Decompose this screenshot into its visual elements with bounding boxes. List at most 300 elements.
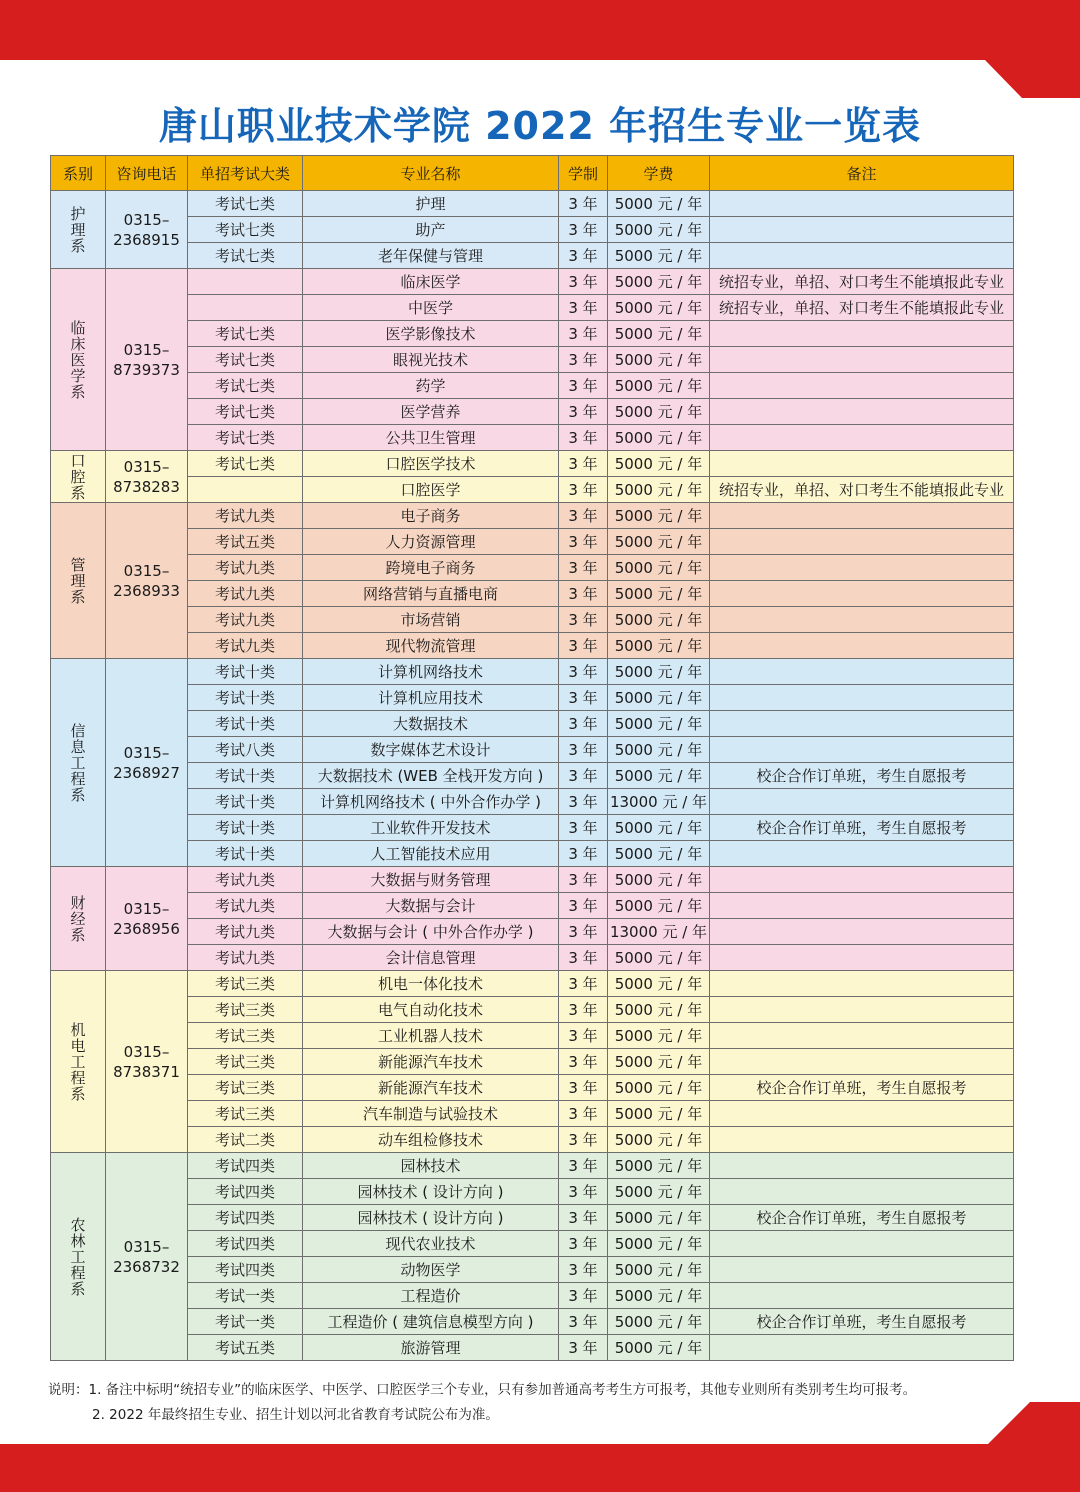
duration-cell: 3 年 <box>559 581 608 607</box>
department-phone: 0315– 8739373 <box>106 269 188 451</box>
duration-cell: 3 年 <box>559 555 608 581</box>
remarks-cell <box>710 399 1014 425</box>
table-row <box>51 1179 1014 1205</box>
remarks-cell <box>710 217 1014 243</box>
major-name-cell: 市场营销 <box>303 607 559 633</box>
tuition-cell: 5000 元 / 年 <box>608 1335 710 1361</box>
tuition-cell: 5000 元 / 年 <box>608 867 710 893</box>
duration-cell: 3 年 <box>559 867 608 893</box>
exam-category-cell: 考试三类 <box>188 971 303 997</box>
remarks-cell: 校企合作订单班，考生自愿报考 <box>710 763 1014 789</box>
remarks-cell: 校企合作订单班，考生自愿报考 <box>710 1205 1014 1231</box>
exam-category-cell: 考试九类 <box>188 555 303 581</box>
duration-cell: 3 年 <box>559 425 608 451</box>
remarks-cell <box>710 425 1014 451</box>
department-phone: 0315– 8738283 <box>106 451 188 503</box>
department-phone: 0315– 8738371 <box>106 971 188 1153</box>
major-name-cell: 口腔医学技术 <box>303 451 559 477</box>
exam-category-cell: 考试十类 <box>188 659 303 685</box>
tuition-cell: 5000 元 / 年 <box>608 217 710 243</box>
tuition-cell: 5000 元 / 年 <box>608 1075 710 1101</box>
tuition-cell: 5000 元 / 年 <box>608 1205 710 1231</box>
exam-category-cell: 考试十类 <box>188 711 303 737</box>
header-phone: 咨询电话 <box>106 156 188 191</box>
exam-category-cell: 考试九类 <box>188 919 303 945</box>
table-row <box>51 581 1014 607</box>
exam-category-cell: 考试一类 <box>188 1283 303 1309</box>
major-name-cell: 大数据技术 (WEB 全栈开发方向 ) <box>303 763 559 789</box>
remarks-cell <box>710 841 1014 867</box>
table-row <box>51 1049 1014 1075</box>
tuition-cell: 5000 元 / 年 <box>608 1101 710 1127</box>
major-name-cell: 数字媒体艺术设计 <box>303 737 559 763</box>
exam-category-cell: 考试十类 <box>188 685 303 711</box>
duration-cell: 3 年 <box>559 243 608 269</box>
table-row <box>51 841 1014 867</box>
tuition-cell: 5000 元 / 年 <box>608 997 710 1023</box>
major-name-cell: 现代物流管理 <box>303 633 559 659</box>
remarks-cell <box>710 659 1014 685</box>
major-name-cell: 汽车制造与试验技术 <box>303 1101 559 1127</box>
remarks-cell <box>710 685 1014 711</box>
table-row <box>51 997 1014 1023</box>
duration-cell: 3 年 <box>559 347 608 373</box>
remarks-cell <box>710 971 1014 997</box>
table-row <box>51 893 1014 919</box>
major-name-cell: 工程造价 ( 建筑信息模型方向 ) <box>303 1309 559 1335</box>
exam-category-cell: 考试十类 <box>188 815 303 841</box>
table-row <box>51 1205 1014 1231</box>
header-remarks: 备注 <box>710 156 1014 191</box>
duration-cell: 3 年 <box>559 789 608 815</box>
remarks-cell <box>710 1101 1014 1127</box>
major-name-cell: 机电一体化技术 <box>303 971 559 997</box>
duration-cell: 3 年 <box>559 1153 608 1179</box>
tuition-cell: 5000 元 / 年 <box>608 945 710 971</box>
exam-category-cell: 考试三类 <box>188 997 303 1023</box>
remarks-cell <box>710 919 1014 945</box>
exam-category-cell: 考试四类 <box>188 1257 303 1283</box>
department-name: 临床医学系 <box>51 269 106 451</box>
remarks-cell <box>710 867 1014 893</box>
remarks-cell <box>710 789 1014 815</box>
major-name-cell: 跨境电子商务 <box>303 555 559 581</box>
table-row <box>51 451 1014 477</box>
remarks-cell: 统招专业，单招、对口考生不能填报此专业 <box>710 477 1014 503</box>
tuition-cell: 5000 元 / 年 <box>608 347 710 373</box>
duration-cell: 3 年 <box>559 451 608 477</box>
exam-category-cell: 考试九类 <box>188 893 303 919</box>
remarks-cell <box>710 1335 1014 1361</box>
table-row <box>51 1023 1014 1049</box>
remarks-cell <box>710 607 1014 633</box>
remarks-cell <box>710 1283 1014 1309</box>
major-name-cell: 大数据技术 <box>303 711 559 737</box>
table-row <box>51 1335 1014 1361</box>
tuition-cell: 5000 元 / 年 <box>608 451 710 477</box>
tuition-cell: 5000 元 / 年 <box>608 1231 710 1257</box>
tuition-cell: 5000 元 / 年 <box>608 763 710 789</box>
table-row <box>51 1153 1014 1179</box>
major-name-cell: 电子商务 <box>303 503 559 529</box>
exam-category-cell: 考试八类 <box>188 737 303 763</box>
table-row <box>51 711 1014 737</box>
remarks-cell <box>710 581 1014 607</box>
major-name-cell: 护理 <box>303 191 559 217</box>
major-name-cell: 现代农业技术 <box>303 1231 559 1257</box>
major-name-cell: 园林技术 ( 设计方向 ) <box>303 1179 559 1205</box>
duration-cell: 3 年 <box>559 295 608 321</box>
table-row <box>51 919 1014 945</box>
duration-cell: 3 年 <box>559 373 608 399</box>
exam-category-cell: 考试九类 <box>188 945 303 971</box>
header-duration: 学制 <box>559 156 608 191</box>
department-name: 管理系 <box>51 503 106 659</box>
table-row <box>51 191 1014 217</box>
tuition-cell: 5000 元 / 年 <box>608 269 710 295</box>
tuition-cell: 5000 元 / 年 <box>608 737 710 763</box>
duration-cell: 3 年 <box>559 945 608 971</box>
department-phone: 0315– 2368915 <box>106 191 188 269</box>
major-name-cell: 园林技术 <box>303 1153 559 1179</box>
duration-cell: 3 年 <box>559 997 608 1023</box>
duration-cell: 3 年 <box>559 529 608 555</box>
table-header-row <box>51 156 1014 191</box>
major-name-cell: 助产 <box>303 217 559 243</box>
exam-category-cell: 考试三类 <box>188 1049 303 1075</box>
footnote-1: 说明：1. 备注中标明“统招专业”的临床医学、中医学、口腔医学三个专业，只有参加普通高考考生方可报考，其他专业则所有类别考生均可报考。 <box>48 1382 917 1398</box>
tuition-cell: 5000 元 / 年 <box>608 529 710 555</box>
department-phone: 0315– 2368956 <box>106 867 188 971</box>
duration-cell: 3 年 <box>559 1179 608 1205</box>
duration-cell: 3 年 <box>559 893 608 919</box>
table-row <box>51 945 1014 971</box>
duration-cell: 3 年 <box>559 919 608 945</box>
duration-cell: 3 年 <box>559 1023 608 1049</box>
major-name-cell: 眼视光技术 <box>303 347 559 373</box>
exam-category-cell: 考试一类 <box>188 1309 303 1335</box>
duration-cell: 3 年 <box>559 191 608 217</box>
page-title: 唐山职业技术学院 2022 年招生专业一览表 <box>158 104 922 148</box>
duration-cell: 3 年 <box>559 321 608 347</box>
major-name-cell: 药学 <box>303 373 559 399</box>
exam-category-cell: 考试九类 <box>188 581 303 607</box>
exam-category-cell: 考试九类 <box>188 867 303 893</box>
major-name-cell: 临床医学 <box>303 269 559 295</box>
tuition-cell: 5000 元 / 年 <box>608 399 710 425</box>
remarks-cell <box>710 945 1014 971</box>
header-tuition: 学费 <box>608 156 710 191</box>
tuition-cell: 5000 元 / 年 <box>608 711 710 737</box>
remarks-cell <box>710 1231 1014 1257</box>
tuition-cell: 5000 元 / 年 <box>608 373 710 399</box>
remarks-cell <box>710 1127 1014 1153</box>
tuition-cell: 13000 元 / 年 <box>608 789 710 815</box>
table-row <box>51 1127 1014 1153</box>
major-name-cell: 园林技术 ( 设计方向 ) <box>303 1205 559 1231</box>
exam-category-cell: 考试四类 <box>188 1153 303 1179</box>
duration-cell: 3 年 <box>559 217 608 243</box>
table-row <box>51 685 1014 711</box>
major-name-cell: 网络营销与直播电商 <box>303 581 559 607</box>
tuition-cell: 5000 元 / 年 <box>608 659 710 685</box>
table-row <box>51 1283 1014 1309</box>
tuition-cell: 5000 元 / 年 <box>608 503 710 529</box>
department-name: 信息工程系 <box>51 659 106 867</box>
major-name-cell: 旅游管理 <box>303 1335 559 1361</box>
tuition-cell: 5000 元 / 年 <box>608 893 710 919</box>
major-name-cell: 工程造价 <box>303 1283 559 1309</box>
exam-category-cell: 考试三类 <box>188 1075 303 1101</box>
exam-category-cell: 考试七类 <box>188 321 303 347</box>
duration-cell: 3 年 <box>559 737 608 763</box>
table-row <box>51 607 1014 633</box>
tuition-cell: 5000 元 / 年 <box>608 295 710 321</box>
table-row <box>51 269 1014 295</box>
duration-cell: 3 年 <box>559 971 608 997</box>
major-name-cell: 动物医学 <box>303 1257 559 1283</box>
major-name-cell: 中医学 <box>303 295 559 321</box>
remarks-cell <box>710 1257 1014 1283</box>
table-row <box>51 815 1014 841</box>
table-row <box>51 347 1014 373</box>
duration-cell: 3 年 <box>559 1049 608 1075</box>
remarks-cell <box>710 711 1014 737</box>
table-row <box>51 399 1014 425</box>
major-name-cell: 人力资源管理 <box>303 529 559 555</box>
table-body <box>51 191 1014 1361</box>
tuition-cell: 5000 元 / 年 <box>608 555 710 581</box>
tuition-cell: 5000 元 / 年 <box>608 971 710 997</box>
major-name-cell: 口腔医学 <box>303 477 559 503</box>
major-name-cell: 工业软件开发技术 <box>303 815 559 841</box>
department-name: 农林工程系 <box>51 1153 106 1361</box>
exam-category-cell <box>188 295 303 321</box>
major-name-cell: 医学营养 <box>303 399 559 425</box>
exam-category-cell: 考试三类 <box>188 1023 303 1049</box>
tuition-cell: 5000 元 / 年 <box>608 633 710 659</box>
exam-category-cell <box>188 269 303 295</box>
duration-cell: 3 年 <box>559 633 608 659</box>
table-row <box>51 555 1014 581</box>
remarks-cell <box>710 243 1014 269</box>
duration-cell: 3 年 <box>559 1075 608 1101</box>
tuition-cell: 5000 元 / 年 <box>608 477 710 503</box>
tuition-cell: 13000 元 / 年 <box>608 919 710 945</box>
duration-cell: 3 年 <box>559 607 608 633</box>
duration-cell: 3 年 <box>559 269 608 295</box>
table-row <box>51 763 1014 789</box>
major-name-cell: 计算机网络技术 <box>303 659 559 685</box>
remarks-cell <box>710 633 1014 659</box>
table-row <box>51 1257 1014 1283</box>
remarks-cell <box>710 893 1014 919</box>
major-name-cell: 大数据与财务管理 <box>303 867 559 893</box>
table-row <box>51 659 1014 685</box>
exam-category-cell: 考试四类 <box>188 1231 303 1257</box>
duration-cell: 3 年 <box>559 1127 608 1153</box>
duration-cell: 3 年 <box>559 1335 608 1361</box>
tuition-cell: 5000 元 / 年 <box>608 1257 710 1283</box>
tuition-cell: 5000 元 / 年 <box>608 1153 710 1179</box>
remarks-cell <box>710 1179 1014 1205</box>
tuition-cell: 5000 元 / 年 <box>608 1283 710 1309</box>
exam-category-cell: 考试九类 <box>188 633 303 659</box>
major-name-cell: 新能源汽车技术 <box>303 1049 559 1075</box>
duration-cell: 3 年 <box>559 1309 608 1335</box>
table-row <box>51 321 1014 347</box>
tuition-cell: 5000 元 / 年 <box>608 581 710 607</box>
table-row <box>51 867 1014 893</box>
duration-cell: 3 年 <box>559 503 608 529</box>
remarks-cell <box>710 529 1014 555</box>
remarks-cell <box>710 347 1014 373</box>
exam-category-cell: 考试四类 <box>188 1179 303 1205</box>
tuition-cell: 5000 元 / 年 <box>608 685 710 711</box>
department-phone: 0315– 2368732 <box>106 1153 188 1361</box>
exam-category-cell: 考试七类 <box>188 399 303 425</box>
tuition-cell: 5000 元 / 年 <box>608 1179 710 1205</box>
remarks-cell <box>710 1023 1014 1049</box>
major-name-cell: 大数据与会计 <box>303 893 559 919</box>
tuition-cell: 5000 元 / 年 <box>608 191 710 217</box>
department-phone: 0315– 2368933 <box>106 503 188 659</box>
table-row <box>51 1309 1014 1335</box>
department-name: 护理系 <box>51 191 106 269</box>
exam-category-cell: 考试七类 <box>188 451 303 477</box>
remarks-cell <box>710 321 1014 347</box>
remarks-cell <box>710 555 1014 581</box>
major-name-cell: 人工智能技术应用 <box>303 841 559 867</box>
major-name-cell: 医学影像技术 <box>303 321 559 347</box>
duration-cell: 3 年 <box>559 711 608 737</box>
duration-cell: 3 年 <box>559 1205 608 1231</box>
major-name-cell: 大数据与会计 ( 中外合作办学 ) <box>303 919 559 945</box>
table-row <box>51 477 1014 503</box>
major-name-cell: 老年保健与管理 <box>303 243 559 269</box>
department-name: 机电工程系 <box>51 971 106 1153</box>
table-row <box>51 1075 1014 1101</box>
exam-category-cell: 考试二类 <box>188 1127 303 1153</box>
table-row <box>51 503 1014 529</box>
duration-cell: 3 年 <box>559 1257 608 1283</box>
top-red-banner <box>0 0 1080 98</box>
major-name-cell: 计算机网络技术 ( 中外合作办学 ) <box>303 789 559 815</box>
exam-category-cell: 考试九类 <box>188 503 303 529</box>
table-row <box>51 633 1014 659</box>
remarks-cell <box>710 373 1014 399</box>
remarks-cell <box>710 1153 1014 1179</box>
exam-category-cell: 考试十类 <box>188 789 303 815</box>
remarks-cell: 校企合作订单班，考生自愿报考 <box>710 815 1014 841</box>
remarks-cell <box>710 451 1014 477</box>
remarks-cell: 校企合作订单班，考生自愿报考 <box>710 1309 1014 1335</box>
tuition-cell: 5000 元 / 年 <box>608 243 710 269</box>
major-name-cell: 新能源汽车技术 <box>303 1075 559 1101</box>
tuition-cell: 5000 元 / 年 <box>608 815 710 841</box>
major-name-cell: 电气自动化技术 <box>303 997 559 1023</box>
header-department: 系别 <box>51 156 106 191</box>
tuition-cell: 5000 元 / 年 <box>608 1309 710 1335</box>
table-row <box>51 243 1014 269</box>
table-row <box>51 1231 1014 1257</box>
exam-category-cell <box>188 477 303 503</box>
exam-category-cell: 考试七类 <box>188 373 303 399</box>
duration-cell: 3 年 <box>559 1283 608 1309</box>
footnote-2: 2. 2022 年最终招生专业、招生计划以河北省教育考试院公布为准。 <box>92 1407 499 1423</box>
tuition-cell: 5000 元 / 年 <box>608 425 710 451</box>
exam-category-cell: 考试三类 <box>188 1101 303 1127</box>
tuition-cell: 5000 元 / 年 <box>608 841 710 867</box>
duration-cell: 3 年 <box>559 685 608 711</box>
department-name: 财经系 <box>51 867 106 971</box>
duration-cell: 3 年 <box>559 477 608 503</box>
tuition-cell: 5000 元 / 年 <box>608 1049 710 1075</box>
remarks-cell <box>710 191 1014 217</box>
tuition-cell: 5000 元 / 年 <box>608 1127 710 1153</box>
table-row <box>51 295 1014 321</box>
duration-cell: 3 年 <box>559 763 608 789</box>
table-row <box>51 373 1014 399</box>
duration-cell: 3 年 <box>559 815 608 841</box>
exam-category-cell: 考试七类 <box>188 243 303 269</box>
major-name-cell: 计算机应用技术 <box>303 685 559 711</box>
exam-category-cell: 考试七类 <box>188 347 303 373</box>
major-name-cell: 公共卫生管理 <box>303 425 559 451</box>
footnotes <box>48 1378 1048 1428</box>
major-name-cell: 会计信息管理 <box>303 945 559 971</box>
department-name: 口腔系 <box>51 451 106 503</box>
remarks-cell: 统招专业，单招、对口考生不能填报此专业 <box>710 295 1014 321</box>
exam-category-cell: 考试五类 <box>188 1335 303 1361</box>
tuition-cell: 5000 元 / 年 <box>608 321 710 347</box>
table-row <box>51 529 1014 555</box>
exam-category-cell: 考试十类 <box>188 763 303 789</box>
remarks-cell <box>710 737 1014 763</box>
tuition-cell: 5000 元 / 年 <box>608 607 710 633</box>
exam-category-cell: 考试十类 <box>188 841 303 867</box>
table-row <box>51 425 1014 451</box>
remarks-cell <box>710 997 1014 1023</box>
duration-cell: 3 年 <box>559 1101 608 1127</box>
table-row <box>51 1101 1014 1127</box>
department-phone: 0315– 2368927 <box>106 659 188 867</box>
majors-table <box>50 155 1014 1361</box>
header-exam-category: 单招考试大类 <box>188 156 303 191</box>
exam-category-cell: 考试九类 <box>188 607 303 633</box>
table-row <box>51 789 1014 815</box>
exam-category-cell: 考试五类 <box>188 529 303 555</box>
remarks-cell: 校企合作订单班，考生自愿报考 <box>710 1075 1014 1101</box>
remarks-cell: 统招专业，单招、对口考生不能填报此专业 <box>710 269 1014 295</box>
exam-category-cell: 考试七类 <box>188 217 303 243</box>
table-row <box>51 217 1014 243</box>
duration-cell: 3 年 <box>559 659 608 685</box>
exam-category-cell: 考试四类 <box>188 1205 303 1231</box>
remarks-cell <box>710 503 1014 529</box>
duration-cell: 3 年 <box>559 1231 608 1257</box>
duration-cell: 3 年 <box>559 841 608 867</box>
duration-cell: 3 年 <box>559 399 608 425</box>
tuition-cell: 5000 元 / 年 <box>608 1023 710 1049</box>
table-row <box>51 971 1014 997</box>
remarks-cell <box>710 1049 1014 1075</box>
exam-category-cell: 考试七类 <box>188 425 303 451</box>
major-name-cell: 动车组检修技术 <box>303 1127 559 1153</box>
table-row <box>51 737 1014 763</box>
exam-category-cell: 考试七类 <box>188 191 303 217</box>
major-name-cell: 工业机器人技术 <box>303 1023 559 1049</box>
